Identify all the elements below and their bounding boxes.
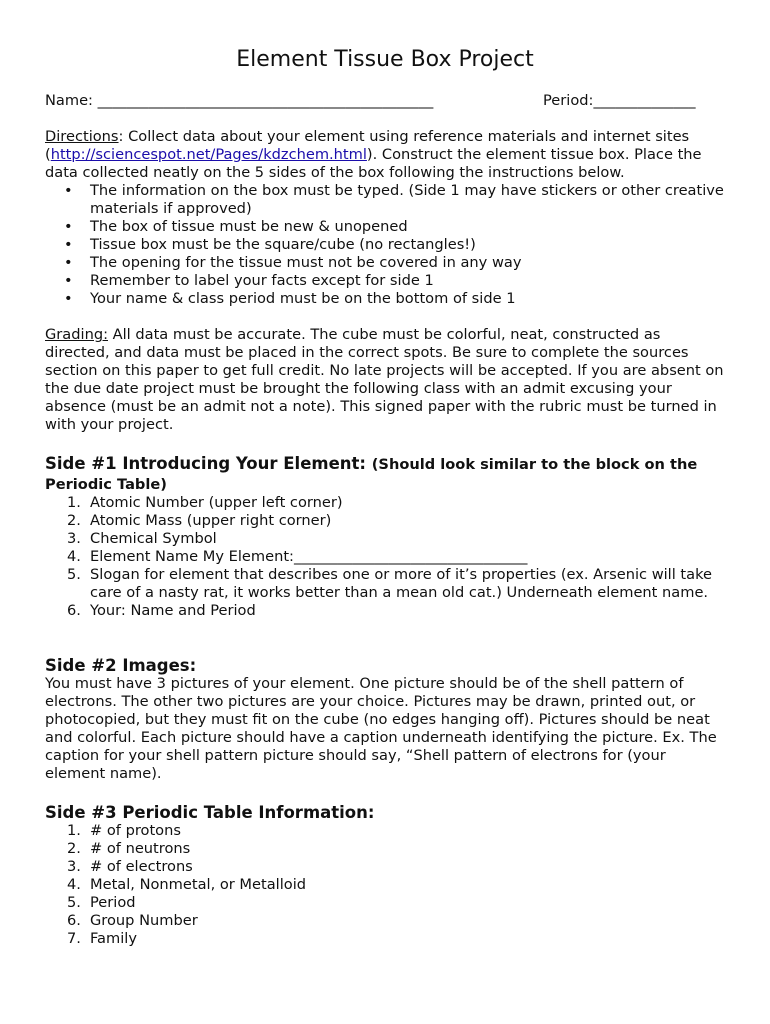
directions-text-1: : Collect data about your element using reference materials and internet sites ( [45, 128, 690, 163]
list-item: 6. Group Number [67, 912, 198, 929]
directions-list [45, 182, 725, 308]
list-item: 4. Metal, Nonmetal, or Metalloid [67, 876, 307, 893]
list-item: 1. Atomic Number (upper left corner) [67, 494, 343, 511]
list-item: 3. # of electrons [67, 858, 193, 875]
side3-section [45, 803, 725, 948]
side2-section [45, 656, 725, 783]
list-item: • Tissue box must be the square/cube (no rectangles!) [45, 236, 725, 254]
list-item: 7. Family [67, 930, 137, 947]
directions-section [45, 128, 725, 308]
list-item: 5. Slogan for element that describes one or more of it’s properties (ex. Arsenic will take care of a nasty rat, it works better than a mean old cat.) Underneath element name. [67, 566, 713, 601]
side3-list [45, 822, 725, 948]
side2-paragraph: You must have 3 pictures of your element. One picture should be of the shell pattern of electrons. The other two pictures are your choice. Pictures may be drawn, printed out, or photocopied, but they must fit on the cube (no edges hanging off). Pictures should be neat and colorful. Each picture should have a caption underneath identifying the picture. Ex. The caption for your shell pattern picture should say, “Shell pattern of electrons for (your element name). [45, 675, 717, 782]
period-label: Period: [543, 92, 594, 109]
list-item: • Your name & class period must be on the bottom of side 1 [45, 290, 725, 308]
side1-section [45, 454, 725, 620]
side2-heading: Side #2 Images: [45, 656, 197, 675]
list-item: 3. Chemical Symbol [67, 530, 217, 547]
side1-list [45, 494, 725, 620]
grading-label: Grading: [45, 326, 108, 343]
list-item: • The box of tissue must be new & unopened [45, 218, 725, 236]
page-title: Element Tissue Box Project [236, 47, 534, 72]
grading-text: All data must be accurate. The cube must be colorful, neat, constructed as directed, and data must be placed in the correct spots. Be sure to complete the sources section on this paper to get full credit. No late projects will be accepted. If you are absent on the due date project must be brought the following class with an admit excusing your absence (must be an admit not a note). This signed paper with the rubric must be turned in with your project. [45, 326, 724, 433]
list-item: 1. # of protons [67, 822, 181, 839]
period-blank: ______________ [593, 92, 696, 109]
element-blank: ________________________________ [293, 548, 528, 565]
side3-heading: Side #3 Periodic Table Information: [45, 803, 375, 822]
list-item: 2. Atomic Mass (upper right corner) [67, 512, 332, 529]
list-item: • The opening for the tissue must not be covered in any way [45, 254, 725, 272]
directions-paragraph [45, 128, 725, 182]
side1-heading [45, 454, 725, 494]
period-field [543, 92, 696, 110]
list-item: • Remember to label your facts except for side 1 [45, 272, 725, 290]
name-blank: ______________________________________________ [97, 92, 434, 109]
grading-paragraph [45, 326, 725, 434]
side1-heading-text: Side #1 Introducing Your Element: [45, 454, 367, 473]
list-item: 6. Your: Name and Period [67, 602, 256, 619]
directions-text-2: ). Construct the element tissue box. Place the data collected neatly on the 5 sides of the box following the instructions below. [45, 146, 702, 181]
name-field [45, 92, 433, 110]
list-item: 4. Element Name My Element:________________________________ [67, 548, 528, 565]
list-item: • The information on the box must be typed. (Side 1 may have stickers or other creative materials if approved) [45, 182, 725, 218]
directions-label: Directions [45, 128, 119, 145]
list-item: 2. # of neutrons [67, 840, 191, 857]
sciencespot-link[interactable]: http://sciencespot.net/Pages/kdzchem.html [50, 146, 367, 163]
list-item: 5. Period [67, 894, 136, 911]
name-label: Name: [45, 92, 93, 109]
grading-section [45, 326, 725, 434]
side1-subheading: (Should look similar to the block on the Periodic Table) [45, 456, 698, 493]
